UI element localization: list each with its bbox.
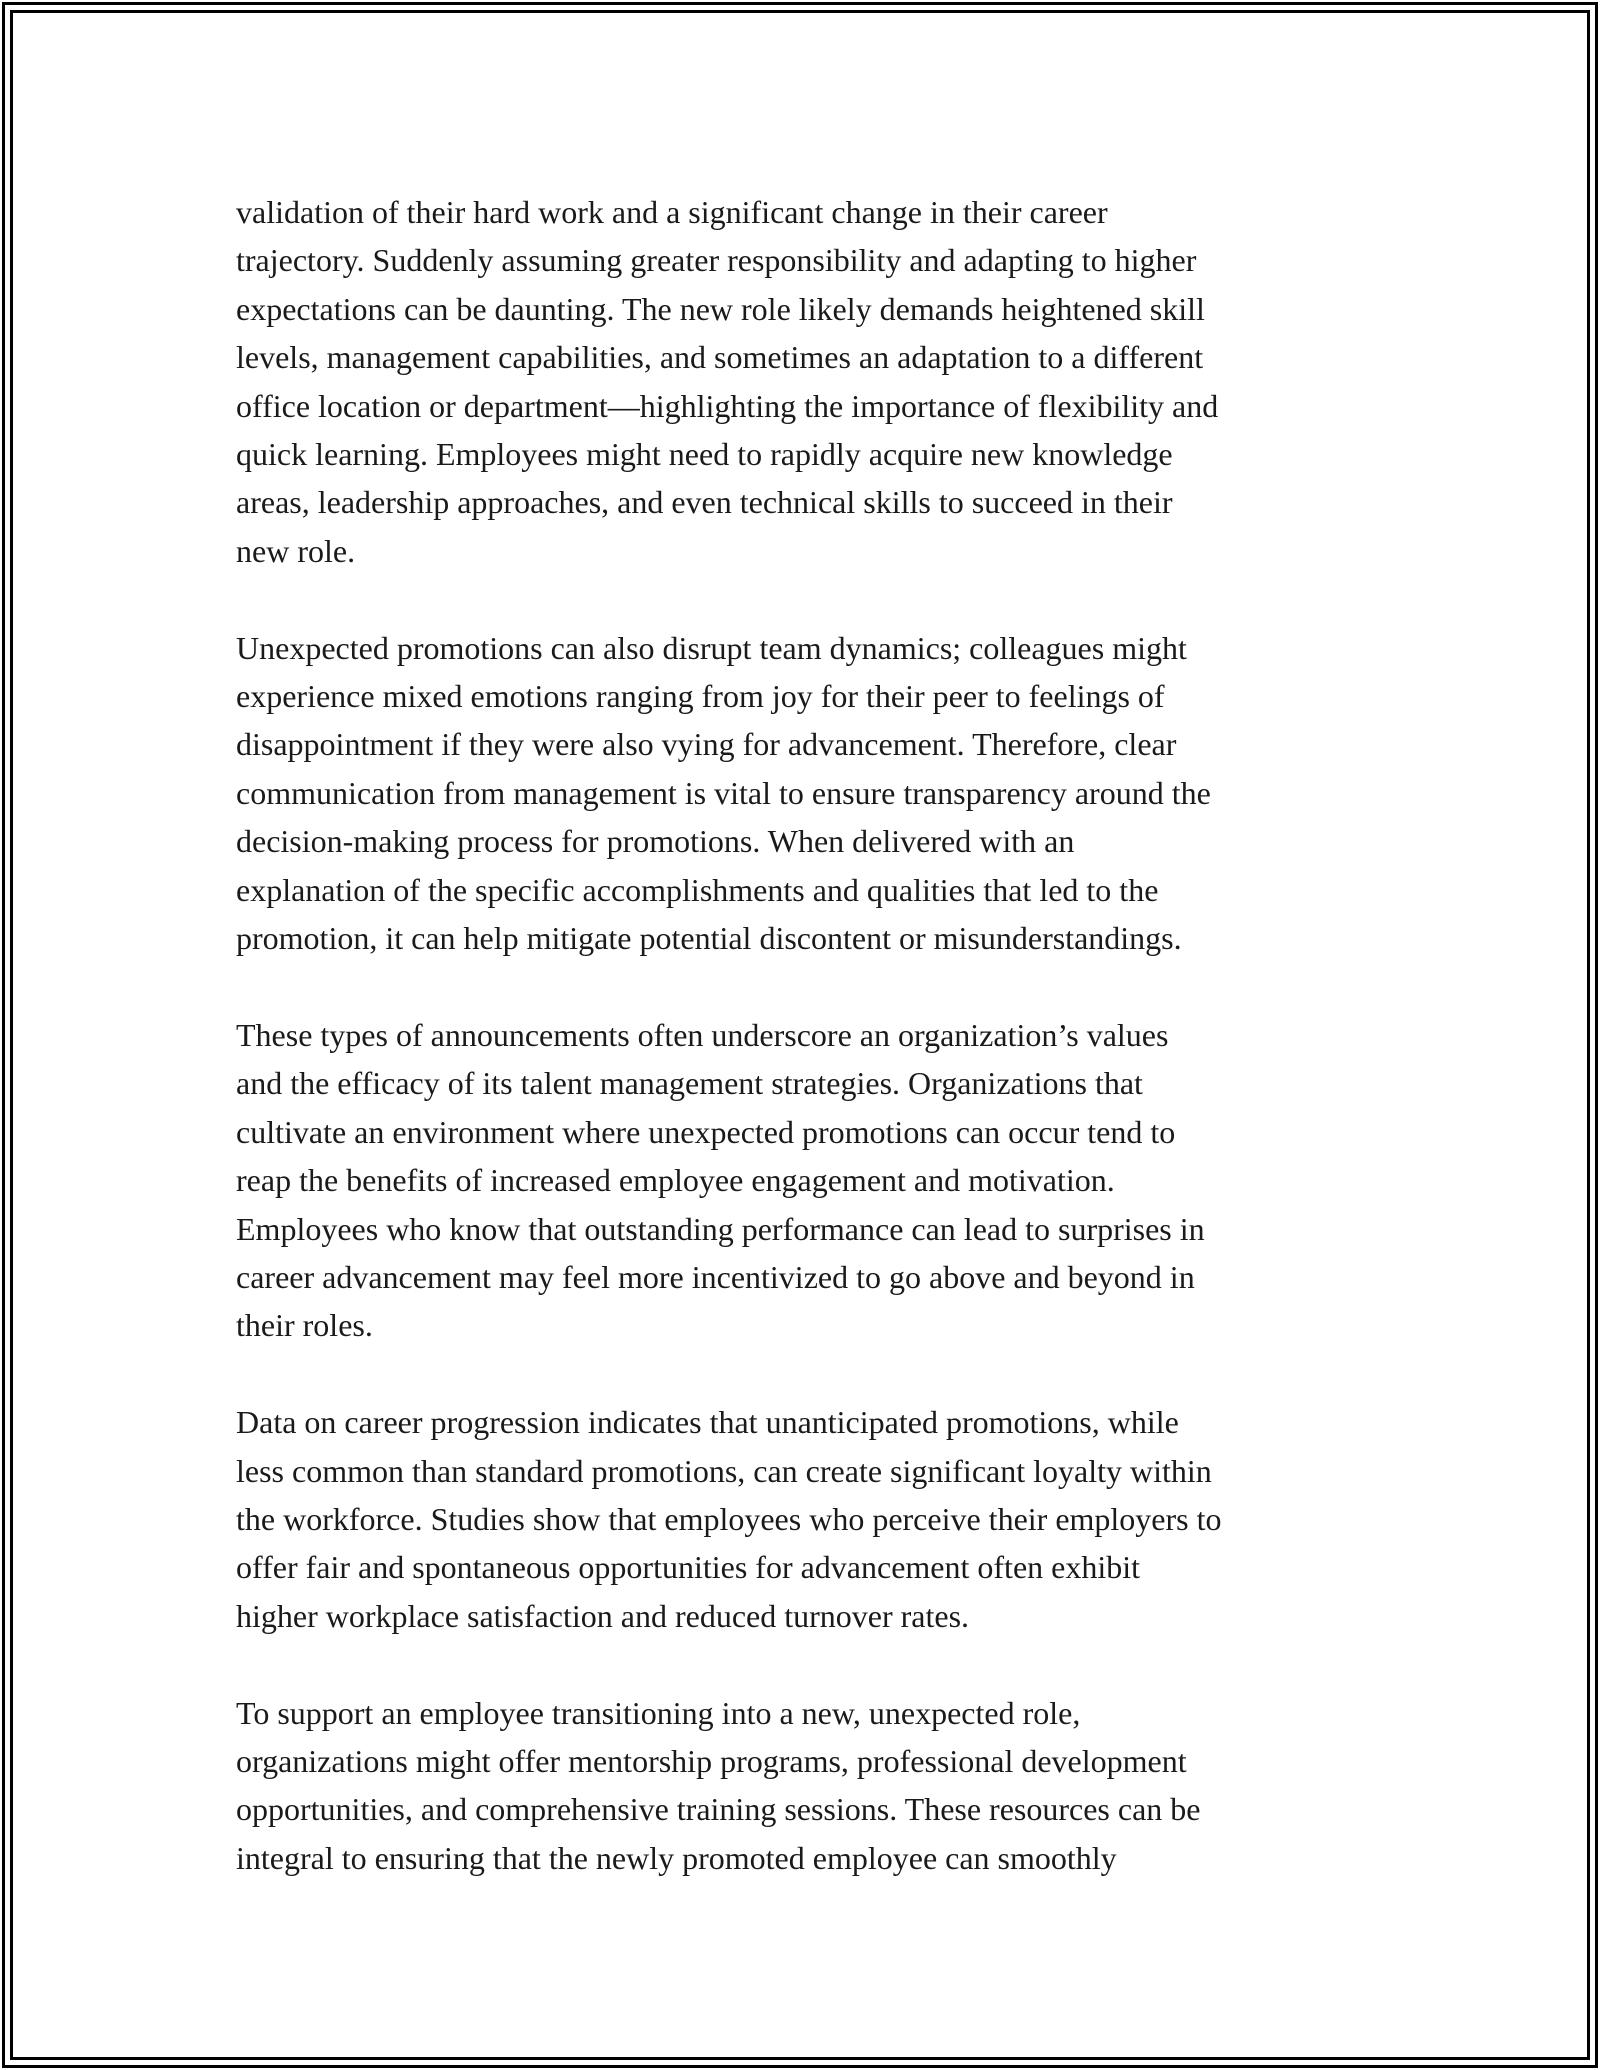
text-line: promotion, it can help mitigate potential discontent or misunderstandings. [236,920,1182,957]
text-line: cultivate an environment where unexpected promotions can occur tend to [236,1113,1176,1150]
text-line: expectations can be daunting. The new role likely demands heightened skill [236,290,1205,327]
text-line: levels, management capabilities, and sometimes an adaptation to a different [236,339,1204,376]
text-line: opportunities, and comprehensive training sessions. These resources can be [236,1791,1201,1828]
text-line: office location or department—highlighting the importance of flexibility and [236,387,1219,424]
document-body [236,188,1376,1931]
text-line: validation of their hard work and a significant change in their career [236,194,1108,230]
text-line: These types of announcements often underscore an organization’s values [236,1016,1169,1053]
text-line: organizations might offer mentorship programs, professional development [236,1742,1187,1779]
text-line: areas, leadership approaches, and even technical skills to succeed in their [236,484,1173,521]
text-line: and the efficacy of its talent management strategies. Organizations that [236,1065,1143,1102]
text-line: higher workplace satisfaction and reduced turnover rates. [236,1597,970,1634]
text-line: integral to ensuring that the newly promoted employee can smoothly [236,1839,1117,1876]
text-line: Data on career progression indicates that unanticipated promotions, while [236,1404,1179,1441]
text-line: To support an employee transitioning into a new, unexpected role, [236,1694,1081,1731]
text-line: less common than standard promotions, can create significant loyalty within [236,1452,1212,1489]
text-line: reap the benefits of increased employee engagement and motivation. [236,1162,1115,1199]
text-line: experience mixed emotions ranging from joy for their peer to feelings of [236,678,1165,715]
text-line: new role. [236,532,356,569]
paragraph [236,624,1376,963]
text-line: Employees who know that outstanding performance can lead to surprises in [236,1210,1205,1247]
text-line: disappointment if they were also vying for advancement. Therefore, clear [236,726,1177,763]
text-line: their roles. [236,1307,373,1344]
text-line: trajectory. Suddenly assuming greater responsibility and adapting to higher [236,242,1197,279]
text-line: career advancement may feel more incentivized to go above and beyond in [236,1258,1195,1295]
text-line: explanation of the specific accomplishments and qualities that led to the [236,871,1159,908]
paragraph [236,1689,1376,1883]
paragraph [236,188,1376,575]
text-line: offer fair and spontaneous opportunities for advancement often exhibit [236,1549,1141,1586]
text-line: the workforce. Studies show that employees who perceive their employers to [236,1500,1222,1537]
text-line: quick learning. Employees might need to rapidly acquire new knowledge [236,436,1173,473]
text-line: Unexpected promotions can also disrupt team dynamics; colleagues might [236,629,1187,666]
text-line: decision-making process for promotions. When delivered with an [236,823,1075,860]
paragraph [236,1011,1376,1350]
paragraph [236,1398,1376,1640]
text-line: communication from management is vital to ensure transparency around the [236,774,1211,811]
